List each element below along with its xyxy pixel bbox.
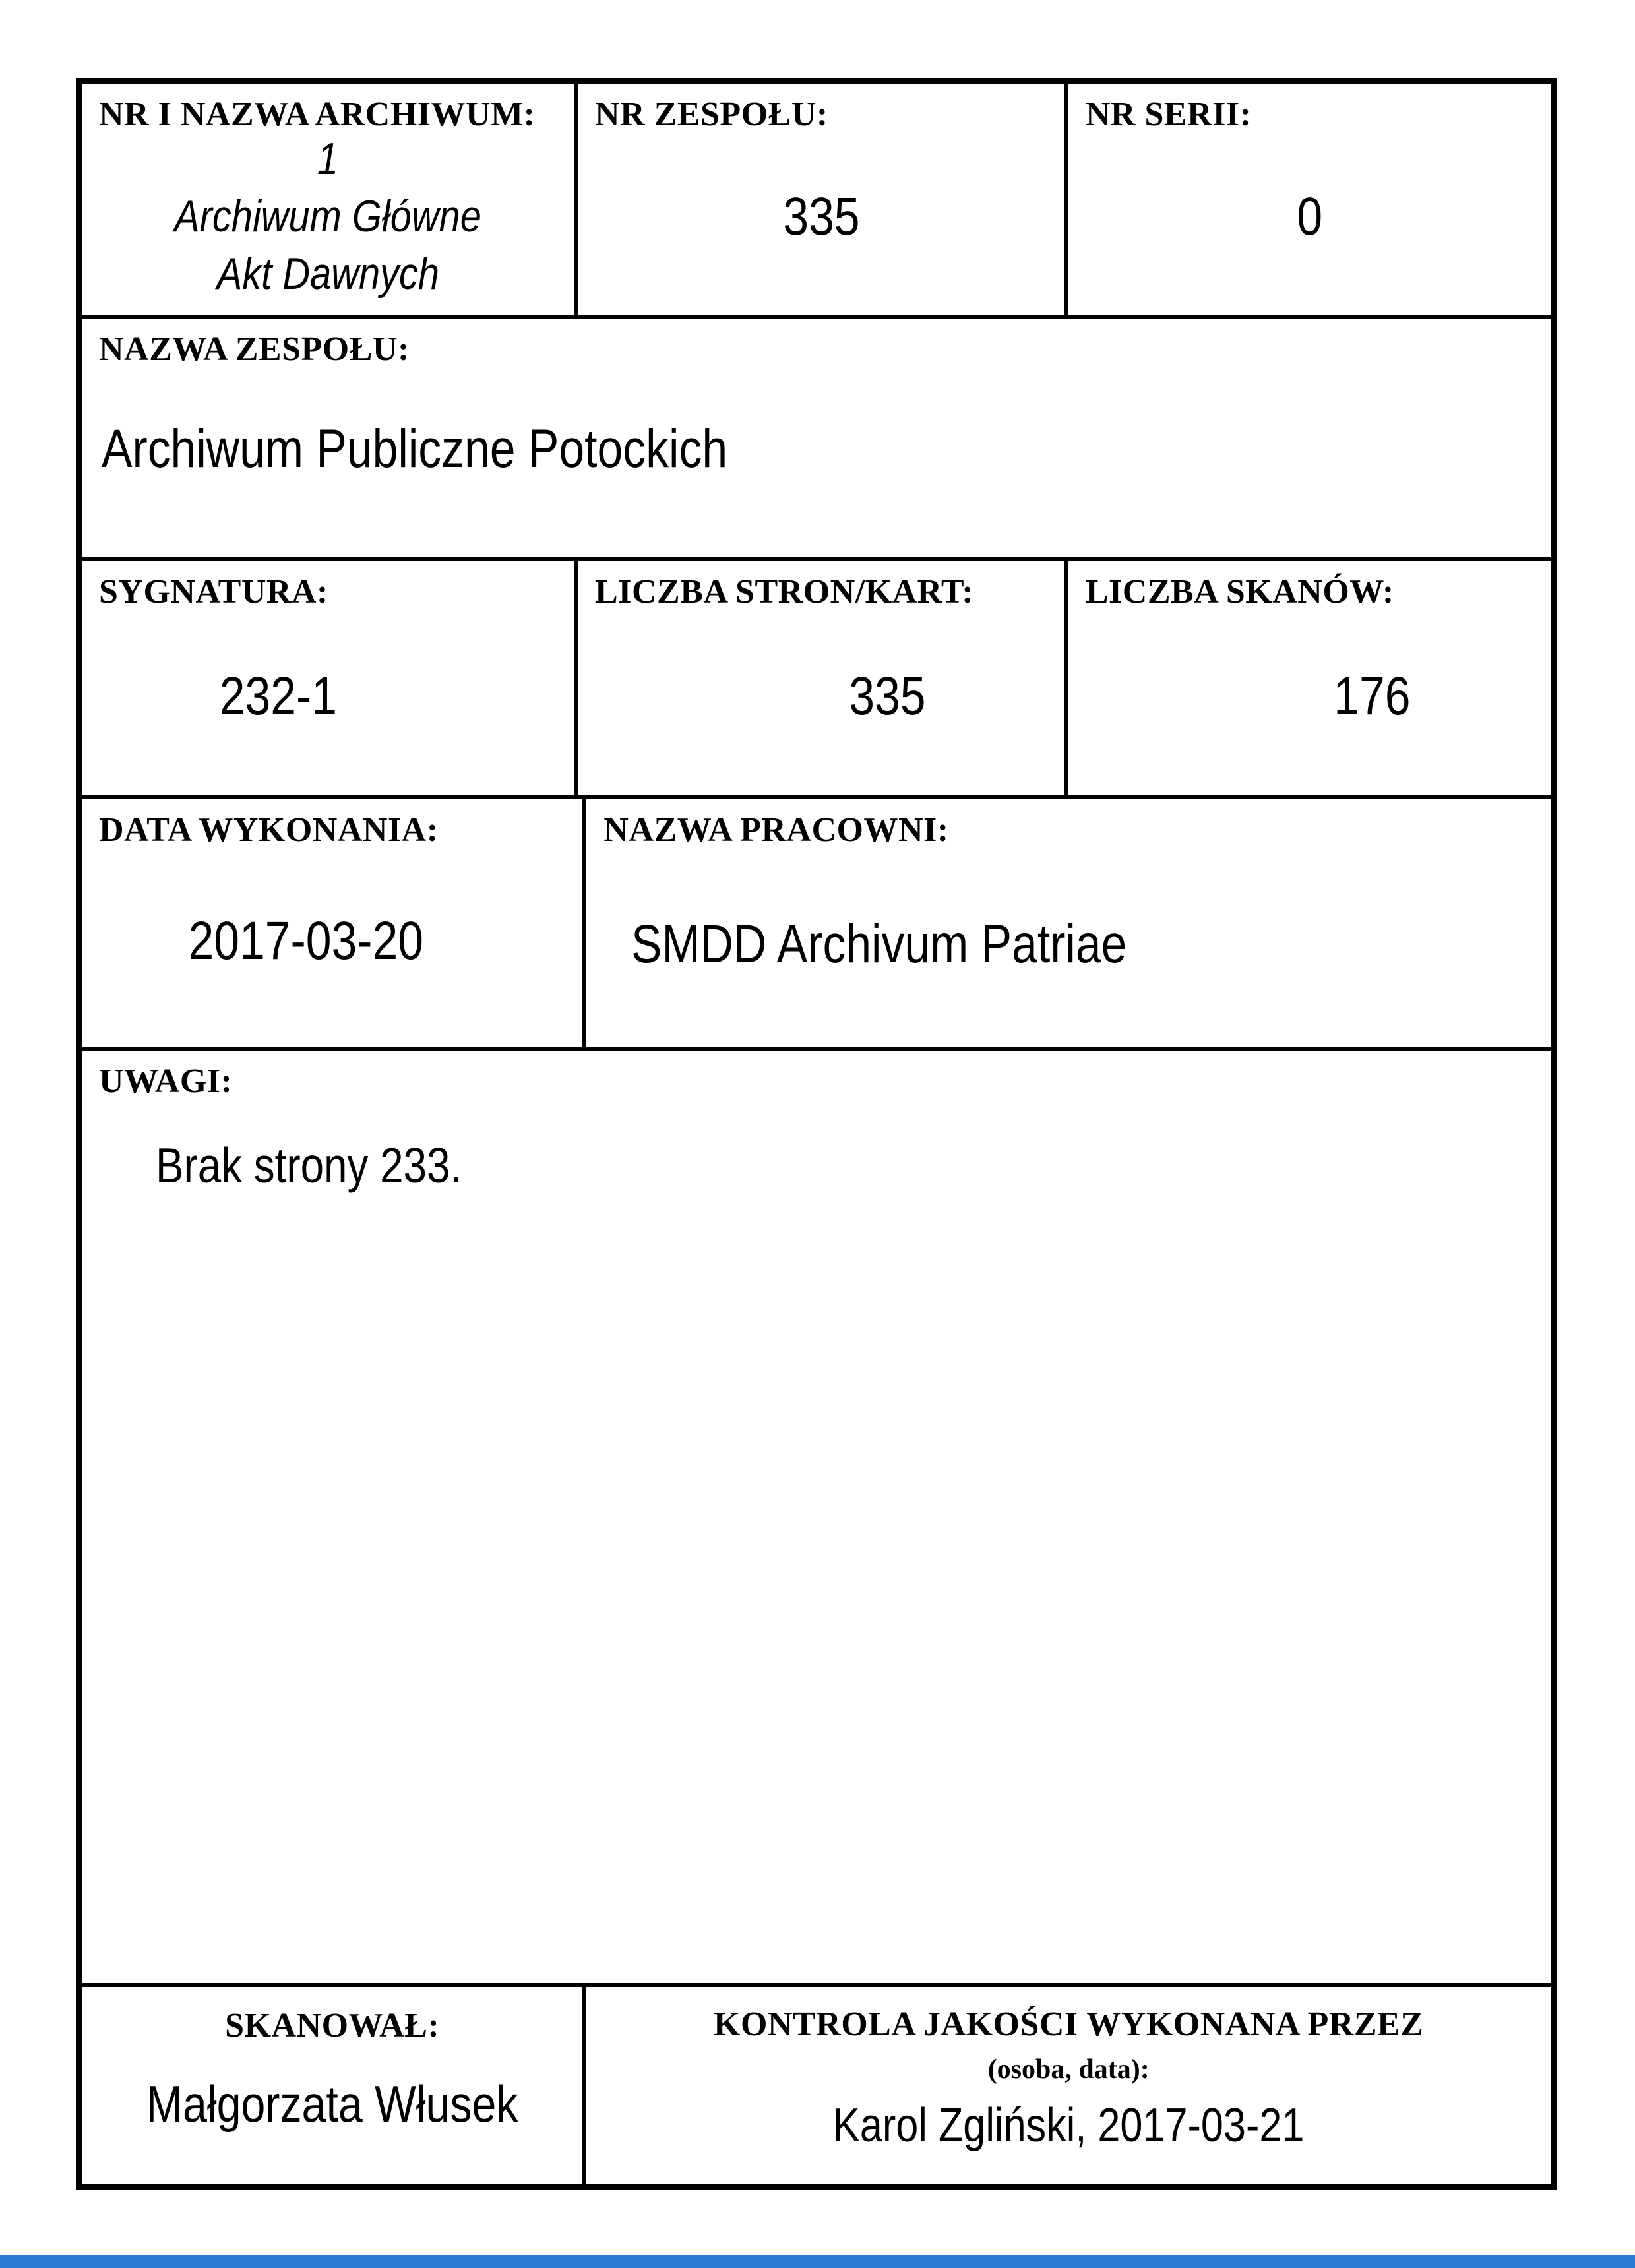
archive-name-line1: Archiwum Główne — [174, 191, 481, 241]
quality-control-sublabel: (osoba, data): — [987, 2054, 1150, 2085]
row-signature — [82, 557, 1551, 795]
workshop-value: SMDD Archivum Patriae — [631, 913, 1127, 974]
cell-fond-name — [82, 319, 1551, 557]
scans-count-value: 176 — [1334, 665, 1411, 726]
remarks-value: Brak strony 233. — [156, 1137, 462, 1193]
cell-scanned-by — [82, 1987, 582, 2184]
cell-archive-name — [82, 84, 574, 315]
quality-control-value: Karol Zgliński, 2017-03-21 — [833, 2099, 1305, 2152]
row-remarks — [82, 1047, 1551, 1983]
fond-name-label: NAZWA ZESPOŁU: — [99, 330, 410, 368]
cell-remarks — [82, 1051, 1551, 1983]
scanned-by-label: SKANOWAŁ: — [225, 2007, 440, 2044]
cell-fond-number — [574, 84, 1064, 315]
fond-number-value: 335 — [782, 187, 860, 247]
scans-count-label: LICZBA SKANÓW: — [1085, 573, 1394, 611]
scanned-by-value: Małgorzata Włusek — [146, 2074, 518, 2133]
scan-date-value: 2017-03-20 — [188, 910, 423, 971]
cell-signature — [82, 561, 574, 795]
pages-count-value: 335 — [848, 665, 926, 726]
row-scan-date — [82, 795, 1551, 1047]
series-number-label: NR SERII: — [1085, 96, 1252, 133]
metadata-table — [76, 78, 1557, 2190]
fond-number-label: NR ZESPOŁU: — [595, 96, 828, 133]
signature-label: SYGNATURA: — [99, 573, 328, 611]
cell-series-number — [1064, 84, 1551, 315]
archive-name-line2: Akt Dawnych — [216, 248, 439, 299]
cell-scan-date — [82, 799, 582, 1047]
archive-name-value — [99, 131, 557, 303]
cell-pages-count — [574, 561, 1064, 795]
signature-value: 232-1 — [219, 665, 338, 726]
workshop-label: NAZWA PRACOWNI: — [603, 811, 949, 849]
pages-count-label: LICZBA STRON/KART: — [595, 573, 974, 611]
row-archive — [82, 84, 1551, 315]
archive-name-label: NR I NAZWA ARCHIWUM: — [99, 96, 536, 133]
cell-scans-count — [1064, 561, 1551, 795]
cell-workshop — [582, 799, 1551, 1047]
cell-quality-control — [582, 1987, 1551, 2184]
series-number-value: 0 — [1297, 187, 1322, 247]
bottom-blue-bar — [0, 2255, 1635, 2268]
fond-name-value: Archiwum Publiczne Potockich — [102, 418, 728, 479]
remarks-label: UWAGI: — [99, 1062, 233, 1100]
scan-date-label: DATA WYKONANIA: — [99, 811, 439, 849]
quality-control-label: KONTROLA JAKOŚCI WYKONANA PRZEZ — [714, 2006, 1424, 2043]
archive-number-line: 1 — [317, 133, 339, 184]
row-signoff — [82, 1983, 1551, 2184]
row-fond-name — [82, 315, 1551, 557]
